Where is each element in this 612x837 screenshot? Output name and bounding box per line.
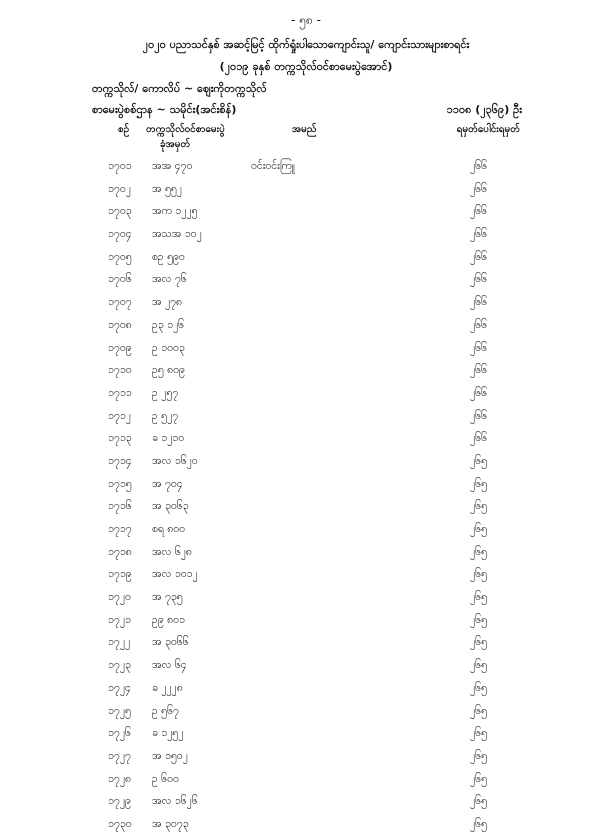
row-number: ၁၇၀၄ (108, 228, 132, 241)
total-score: ၂၆၆ (470, 341, 487, 354)
table-row (0, 496, 612, 519)
roll-number: အ ၁၅၀၂ (152, 749, 188, 762)
row-number: ၁၇၂၅ (108, 704, 131, 717)
table-row (0, 156, 612, 179)
table-row (0, 791, 612, 814)
row-number: ၁၇၃၀ (108, 817, 132, 830)
table-row (0, 564, 612, 587)
row-number: ၁၇၀၁ (108, 160, 132, 172)
total-score: ၂၆၅ (470, 568, 487, 581)
total-score: ၂၆၅ (470, 500, 487, 513)
table-row (0, 338, 612, 361)
column-header-score: ရမှတ်ပေါင်းရမှတ် (456, 124, 520, 135)
total-score: ၂၆၆ (470, 205, 487, 218)
row-number: ၁၇၂၄ (108, 681, 131, 694)
roll-number: အ ၃၀၇၃ (152, 817, 189, 830)
row-number: ၁၇၂၁ (108, 613, 131, 626)
row-number: ၁၇၁၇ (108, 523, 132, 535)
total-score: ၂၆၅ (470, 749, 487, 762)
exam-center: စာမေးပွဲစစ်ဌာန ~ သမိုင်း(အင်းစိန်) (92, 103, 237, 116)
row-number: ၁၇၂၃ (108, 659, 131, 672)
roll-number: အ ၅၅၂ (152, 182, 182, 195)
total-score: ၂၆၅ (470, 591, 487, 604)
row-number: ၁၇၀၉ (108, 341, 132, 354)
row-number: ၁၇၁၁ (108, 386, 132, 399)
roll-number: အ ၇၀၄ (152, 477, 183, 490)
total-count: ၁၁၀၈ (၂၃၆၉) ဦး (446, 103, 522, 116)
roll-number: အ ၂၇၈ (152, 296, 183, 309)
column-header-roll: တက္ကသိုလ်ဝင်စာမေးပွဲ (146, 124, 225, 135)
table-row (0, 746, 612, 769)
row-number: ၁၇၂၇ (108, 749, 131, 762)
table-row (0, 247, 612, 270)
row-number: ၁၇၁၃ (108, 432, 132, 445)
roll-number: ဥ၃ ၁၂၆ (152, 318, 185, 331)
roll-number: ခ ၁၂၅၂ (152, 727, 184, 740)
total-score: ၂၆၅ (470, 454, 487, 467)
table-row (0, 701, 612, 724)
table-row (0, 519, 612, 542)
university-line: တက္ကသိုလ်/ ကောလိပ် ~ ဈေးကိုတက္ကသိုလ် (92, 82, 267, 95)
table-row (0, 610, 612, 633)
roll-number: အလ ၁၆၂၆ (152, 795, 198, 808)
row-number: ၁၇၀၂ (108, 182, 131, 195)
row-number: ၁၇၂၉ (108, 795, 131, 808)
roll-number: စရ ၈၀၀ (152, 523, 186, 535)
total-score: ၂၆၆ (470, 228, 487, 241)
total-score: ၂၆၅ (470, 659, 487, 672)
table-row (0, 632, 612, 655)
total-score: ၂၆၅ (470, 795, 487, 808)
row-number: ၁၇၀၈ (108, 318, 132, 331)
table-row (0, 360, 612, 383)
column-header-name: အမည် (292, 124, 317, 135)
table-row (0, 678, 612, 701)
row-number: ၁၇၀၆ (108, 273, 132, 286)
table-row (0, 179, 612, 202)
row-number: ၁၇၁၀ (108, 364, 132, 377)
roll-number: အလ ၁၀၁၂ (152, 568, 198, 581)
total-score: ၂၆၆ (470, 296, 487, 309)
document-title: ၂၀၂၀ ပညာသင်နှစ် အဆင့်မြင့် ထိုက်ရှုံးပါသောကျောင်းသူ/ ကျောင်းသားများစာရင်း (142, 38, 470, 51)
total-score: ၂၆၅ (470, 523, 487, 535)
row-number: ၁၇၁၉ (108, 568, 132, 581)
total-score: ၂၆၅ (470, 681, 487, 694)
row-number: ၁၇၁၄ (108, 454, 132, 467)
table-row (0, 814, 612, 837)
total-score: ၂၆၆ (470, 386, 487, 399)
roll-number: အလ ၆၄ (152, 659, 187, 672)
table-row (0, 587, 612, 610)
total-score: ၂၆၅ (470, 636, 487, 649)
total-score: ၂၆၅ (470, 817, 487, 830)
total-score: ၂၆၆ (470, 318, 487, 331)
page-number: - ၅၈ - (291, 13, 321, 27)
table-row (0, 451, 612, 474)
total-score: ၂၆၆ (470, 364, 487, 377)
row-number: ၁၇၀၅ (108, 250, 132, 263)
table-row (0, 224, 612, 247)
total-score: ၂၆၆ (470, 273, 487, 286)
total-score: ၂၆၅ (470, 545, 487, 558)
total-score: ၂၆၅ (470, 704, 487, 717)
total-score: ၂၆၅ (470, 477, 487, 490)
roll-number: ဥ ၆၀၀ (152, 772, 179, 785)
column-header-no: စဉ် (118, 124, 130, 135)
roll-number: ဥ ၅၂၇ (152, 409, 179, 422)
table-row (0, 315, 612, 338)
document-subtitle: (၂၀၁၉ ခုနှစ် တက္ကသိုလ်ဝင်စာမေးပွဲအောင်) (219, 60, 393, 73)
row-number: ၁၇၂၀ (108, 591, 131, 604)
table-row (0, 769, 612, 792)
roll-number: ခ ၁၂၁၀ (152, 432, 185, 445)
column-header-roll-2: ခုံအမှတ် (160, 139, 191, 150)
roll-number: စဥ ၅၉၀ (152, 250, 185, 263)
row-number: ၁၇၁၅ (108, 477, 132, 490)
roll-number: အ ၃၀၆၃ (152, 500, 189, 513)
roll-number: အ ၇၃၅ (152, 591, 183, 604)
roll-number: ဥ ၂၅၇ (152, 386, 179, 399)
roll-number: အ ၃၀၆၆ (152, 636, 189, 649)
roll-number: အလ ၆၂၈ (152, 545, 192, 558)
results-table (0, 156, 612, 837)
total-score: ၂၆၅ (470, 613, 487, 626)
row-number: ၁၇၂၈ (108, 772, 131, 785)
roll-number: အအ ၄၇၀ (152, 160, 193, 172)
table-row (0, 723, 612, 746)
row-number: ၁၇၁၂ (108, 409, 131, 422)
roll-number: အက ၁၂၂၅ (152, 205, 198, 218)
roll-number: ဥ ၅၆၇ (152, 704, 179, 717)
roll-number: အသအ ၁၀၂ (152, 228, 202, 241)
table-row (0, 201, 612, 224)
total-score: ၂၆၆ (470, 409, 487, 422)
total-score: ၂၆၆ (470, 160, 487, 172)
row-number: ၁၇၀၇ (108, 296, 132, 309)
row-number: ၁၇၂၂ (108, 636, 131, 649)
total-score: ၂၆၆ (470, 250, 487, 263)
roll-number: ဥ၉ ၈၀၁ (152, 613, 185, 626)
total-score: ၂၆၆ (470, 432, 487, 445)
table-row (0, 269, 612, 292)
row-number: ၁၇၀၃ (108, 205, 132, 218)
row-number: ၁၇၁၈ (108, 545, 132, 558)
total-score: ၂၆၆ (470, 182, 487, 195)
row-number: ၁၇၂၆ (108, 727, 131, 740)
total-score: ၂၆၅ (470, 772, 487, 785)
roll-number: အလ ၇၆ (152, 273, 187, 286)
table-row (0, 406, 612, 429)
roll-number: ဥ၅ ၈၀၉ (152, 364, 185, 377)
table-row (0, 655, 612, 678)
roll-number: ခ ၂၂၂၈ (152, 681, 183, 694)
table-row (0, 542, 612, 565)
table-row (0, 474, 612, 497)
table-row (0, 292, 612, 315)
row-number: ၁၇၁၆ (108, 500, 132, 513)
roll-number: ဥ ၁၀၀၃ (152, 341, 185, 354)
roll-number: အလ ၁၆၂၀ (152, 454, 198, 467)
total-score: ၂၆၅ (470, 727, 487, 740)
student-name: ဝင်းဝင်းကြူ (251, 160, 295, 172)
table-row (0, 383, 612, 406)
table-row (0, 428, 612, 451)
